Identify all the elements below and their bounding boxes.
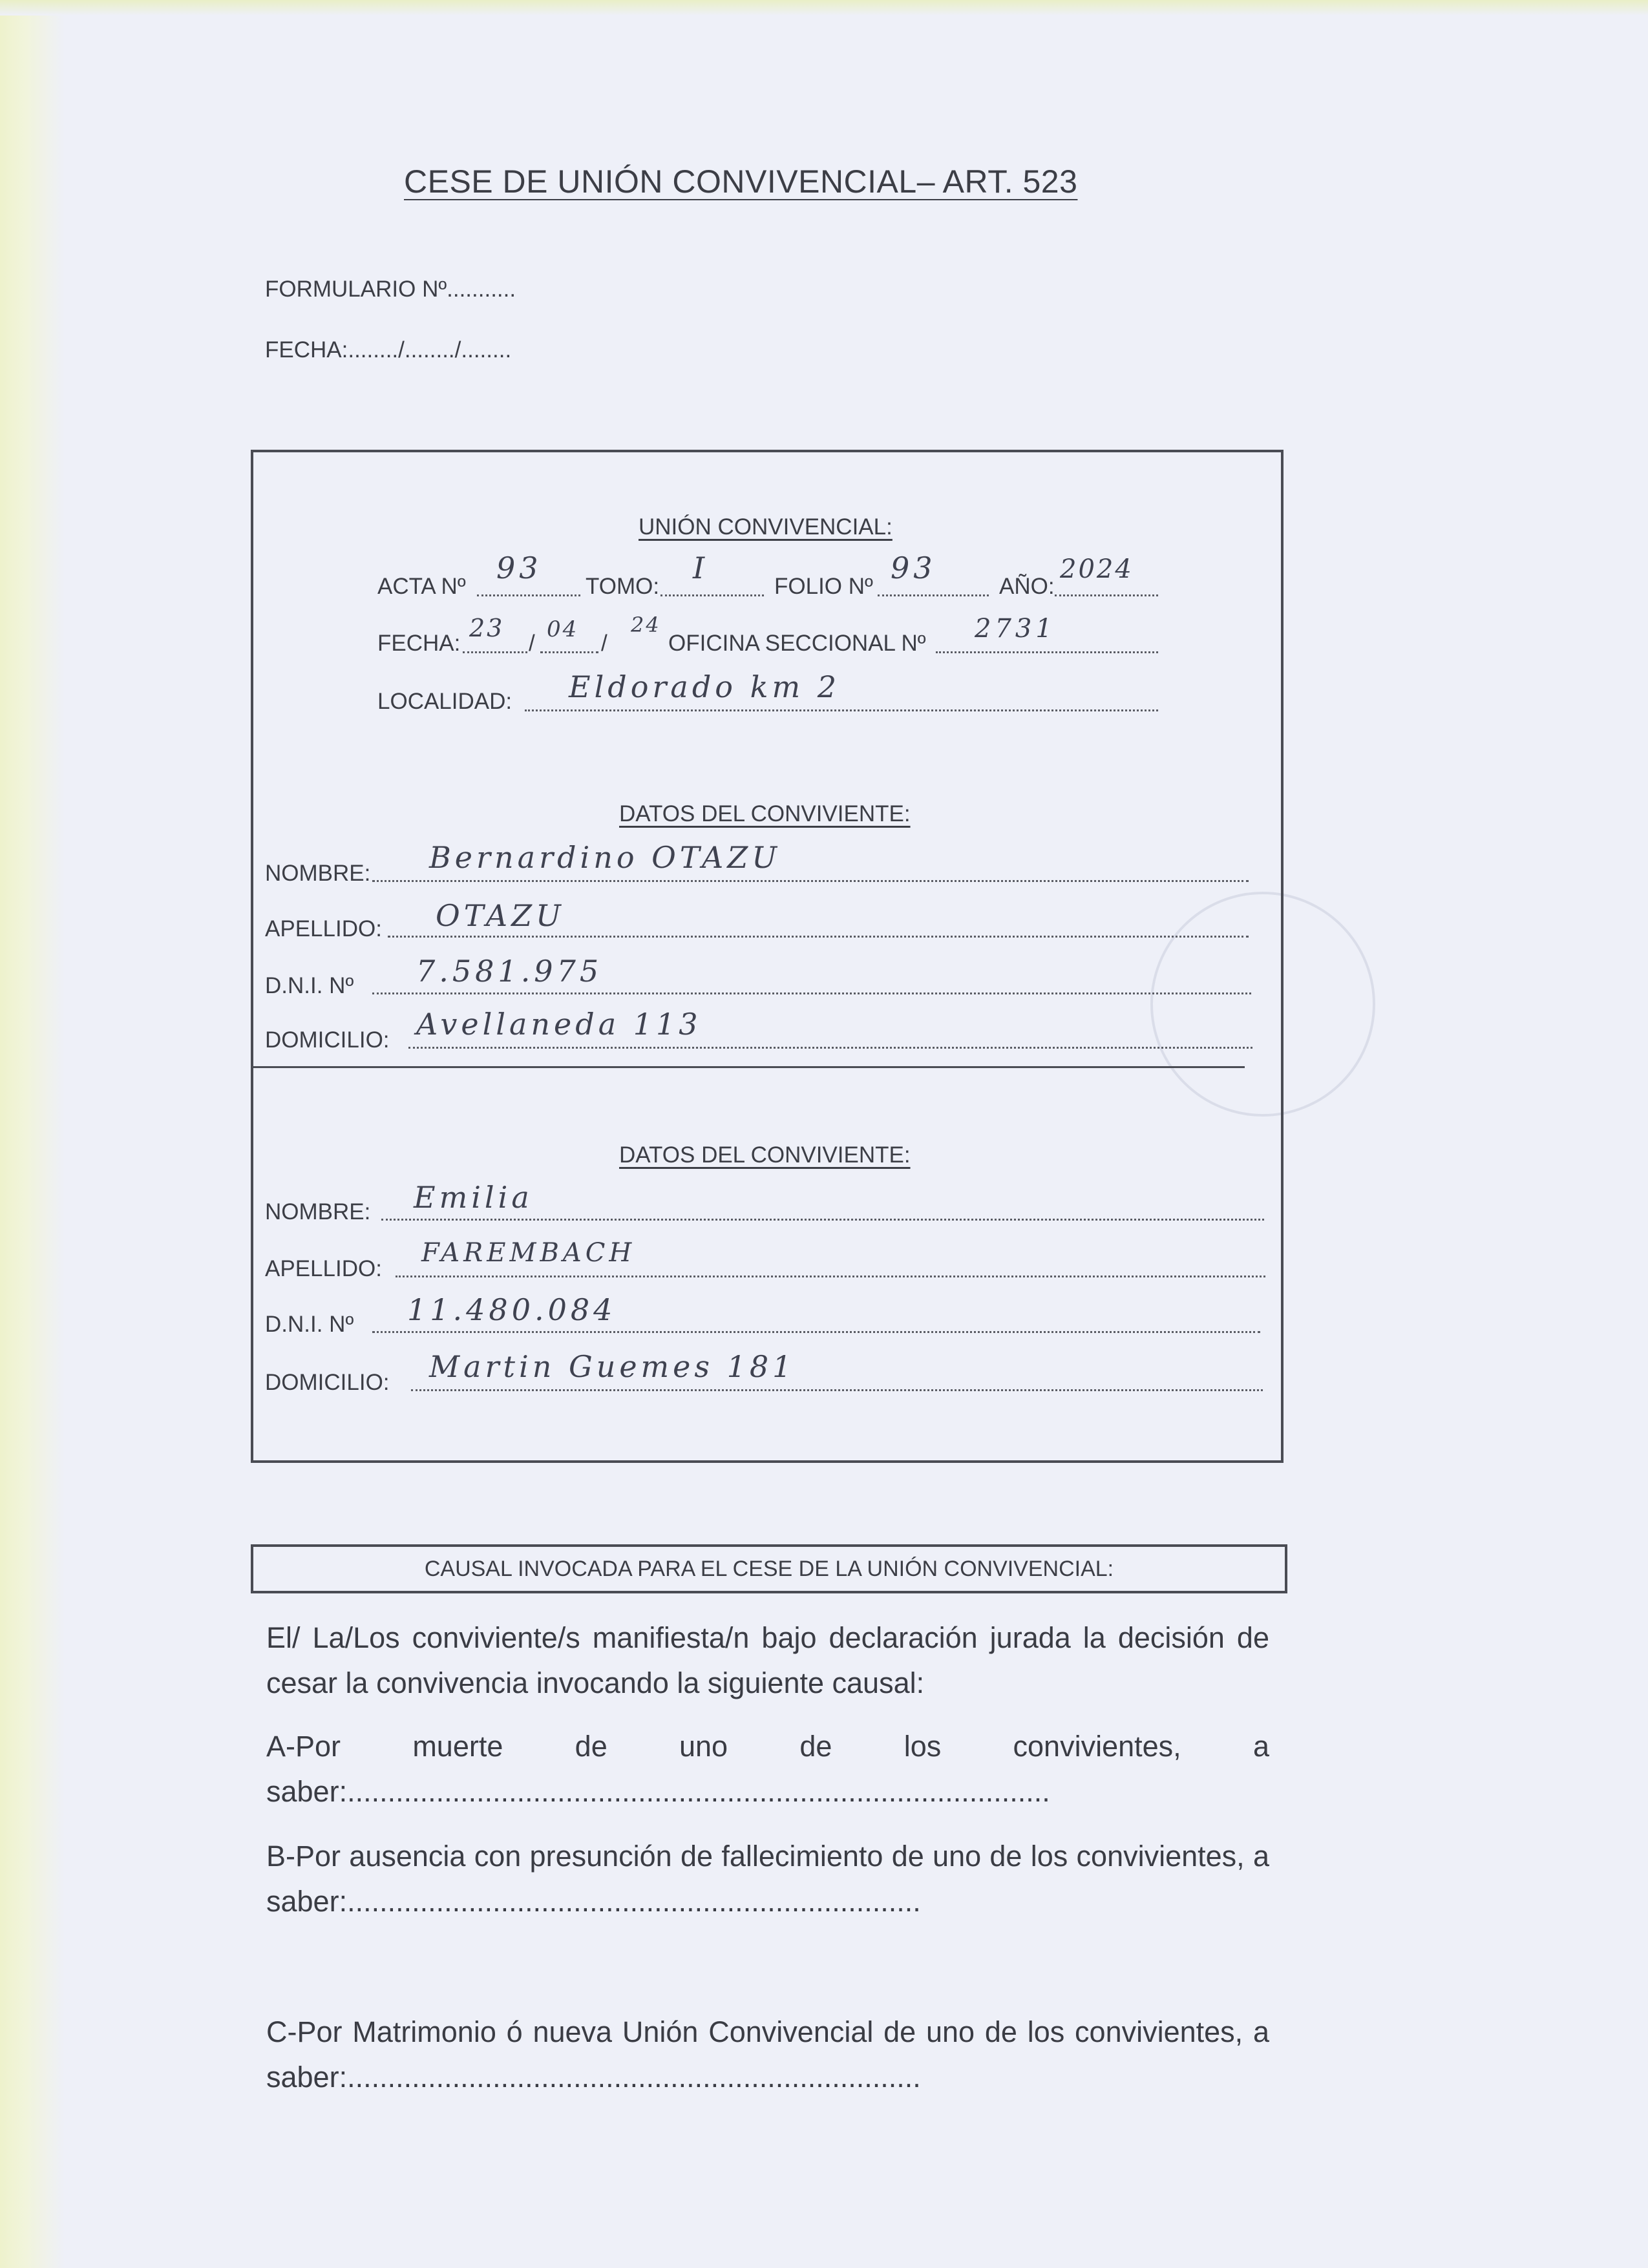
- union-data-box: [251, 450, 1284, 1463]
- localidad-dotted-line: [525, 709, 1158, 711]
- conviviente-2-domicilio-dotted-line: [411, 1389, 1263, 1391]
- fecha-year-value: 24: [631, 613, 661, 637]
- conviviente-2-dni-label: D.N.I. Nº: [265, 1312, 354, 1337]
- fecha-month-dotted-line: [540, 651, 598, 653]
- conviviente-1-domicilio-dotted-line: [408, 1047, 1252, 1049]
- conviviente-2-nombre-value: Emilia: [414, 1180, 533, 1215]
- conviviente-1-apellido-label: APELLIDO:: [265, 916, 382, 941]
- paper-edge-left: [0, 0, 65, 2268]
- conviviente-1-nombre-dotted-line: [372, 880, 1249, 882]
- header-date: FECHA:......../......../........: [265, 337, 512, 362]
- localidad-value: Eldorado km 2: [569, 669, 840, 704]
- causal-option-a: A-Por muerte de uno de los convivientes, a saber:.......................................................................................: [266, 1730, 1269, 1808]
- conviviente-2-apellido-label: APELLIDO:: [265, 1256, 382, 1281]
- conviviente-1-nombre-label: NOMBRE:: [265, 861, 371, 886]
- fecha-label: FECHA:: [377, 631, 461, 656]
- conviviente-1-dni-label: D.N.I. Nº: [265, 973, 354, 998]
- fecha-slash-1: /: [529, 631, 535, 656]
- conviviente-2-heading: DATOS DEL CONVIVIENTE:: [619, 1142, 911, 1168]
- conviviente-2-dni-value: 11.480.084: [407, 1292, 617, 1327]
- causal-option-c: C-Por Matrimonio ó nueva Unión Convivencial de uno de los convivientes, a saber:.......................................................................: [266, 2015, 1269, 2094]
- acta-label: ACTA Nº: [377, 574, 466, 599]
- conviviente-1-apellido-dotted-line: [388, 936, 1249, 938]
- anio-label: AÑO:: [999, 574, 1055, 599]
- conviviente-1-domicilio-label: DOMICILIO:: [265, 1027, 390, 1053]
- conviviente-1-apellido-value: OTAZU: [436, 898, 565, 933]
- folio-label: FOLIO Nº: [774, 574, 873, 599]
- causal-heading-box: CAUSAL INVOCADA PARA EL CESE DE LA UNIÓN CONVIVENCIAL:: [251, 1544, 1287, 1593]
- oficina-value: 2731: [975, 614, 1056, 644]
- tomo-dotted-line: [660, 594, 764, 596]
- anio-dotted-line: [1055, 594, 1158, 596]
- causal-intro: El/ La/Los conviviente/s manifiesta/n bajo declaración jurada la decisión de cesar la convivencia invocando la siguiente causal:: [266, 1621, 1269, 1699]
- section-divider: [253, 1066, 1245, 1068]
- oficina-label: OFICINA SECCIONAL Nº: [668, 631, 926, 656]
- conviviente-2-domicilio-value: Martin Guemes 181: [429, 1349, 796, 1384]
- tomo-label: TOMO:: [586, 574, 660, 599]
- anio-value: 2024: [1060, 554, 1134, 584]
- union-heading: UNIÓN CONVIVENCIAL:: [639, 514, 893, 540]
- page-title: CESE DE UNIÓN CONVIVENCIAL– ART. 523: [404, 163, 1078, 200]
- conviviente-1-heading: DATOS DEL CONVIVIENTE:: [619, 801, 911, 826]
- paper-edge-top: [0, 0, 1648, 16]
- tomo-value: I: [693, 551, 709, 585]
- conviviente-1-dni-value: 7.581.975: [416, 954, 603, 989]
- acta-dotted-line: [477, 594, 580, 596]
- formulario-number: FORMULARIO Nº...........: [265, 277, 516, 302]
- fecha-month-value: 04: [547, 616, 579, 642]
- conviviente-2-dni-dotted-line: [372, 1331, 1260, 1333]
- fecha-slash-2: /: [601, 631, 607, 656]
- folio-dotted-line: [878, 594, 989, 596]
- oficina-dotted-line: [936, 651, 1158, 653]
- conviviente-2-nombre-dotted-line: [381, 1219, 1264, 1221]
- fecha-day-value: 23: [469, 614, 505, 642]
- conviviente-2-apellido-value: FAREMBACH: [421, 1238, 636, 1268]
- conviviente-2-apellido-dotted-line: [396, 1276, 1265, 1277]
- fecha-day-dotted-line: [463, 651, 527, 653]
- causal-option-b: B-Por ausencia con presunción de fallecimiento de uno de los convivientes, a saber:.......................................................................: [266, 1840, 1269, 1918]
- localidad-label: LOCALIDAD:: [377, 689, 512, 714]
- conviviente-2-nombre-label: NOMBRE:: [265, 1199, 371, 1224]
- conviviente-2-domicilio-label: DOMICILIO:: [265, 1370, 390, 1395]
- conviviente-1-nombre-value: Bernardino OTAZU: [429, 840, 781, 875]
- folio-value: 93: [891, 551, 936, 585]
- conviviente-1-domicilio-value: Avellaneda 113: [416, 1007, 702, 1042]
- acta-value: 93: [496, 551, 542, 585]
- conviviente-1-dni-dotted-line: [372, 992, 1251, 994]
